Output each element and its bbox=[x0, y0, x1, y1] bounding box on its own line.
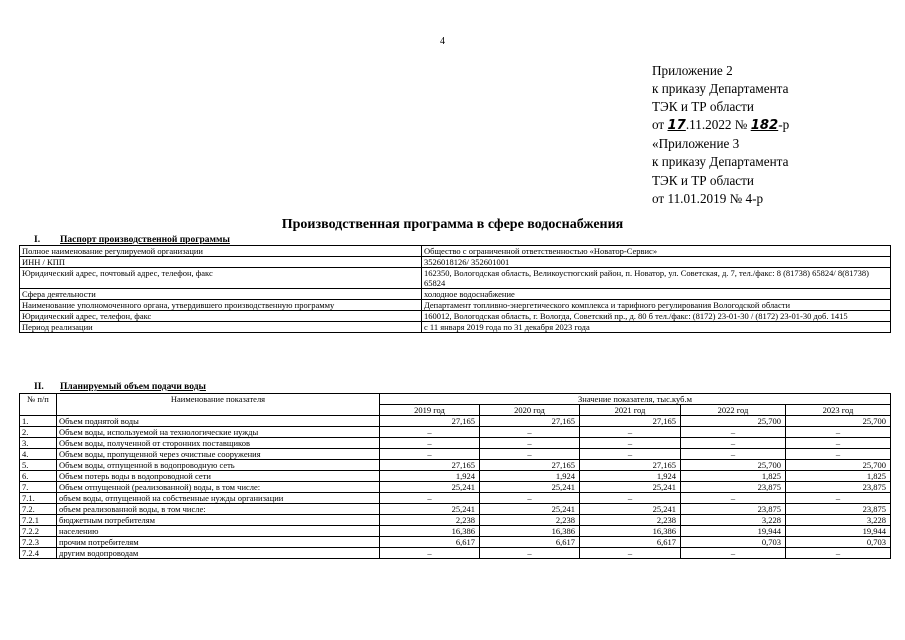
table-row bbox=[20, 504, 891, 515]
section-heading-volume: II. Планируемый объем подачи воды bbox=[34, 382, 206, 392]
passport-label: Сфера деятельности bbox=[20, 289, 422, 300]
value-cell: – bbox=[786, 548, 891, 559]
table-row bbox=[20, 526, 891, 537]
column-header-name: Наименование показателя bbox=[57, 394, 380, 416]
value-cell: – bbox=[480, 449, 580, 460]
appendix-line: к приказу Департамента bbox=[652, 81, 789, 97]
row-number: 7.2.1 bbox=[20, 515, 57, 526]
table-row bbox=[20, 537, 891, 548]
value-cell: 2,238 bbox=[380, 515, 480, 526]
value-cell: 27,165 bbox=[580, 460, 681, 471]
appendix-order-line: от 17.11.2022 № 182-р bbox=[652, 117, 790, 134]
table-row bbox=[20, 449, 891, 460]
table-row bbox=[20, 493, 891, 504]
value-cell: 6,617 bbox=[480, 537, 580, 548]
value-cell: – bbox=[480, 548, 580, 559]
row-number: 6. bbox=[20, 471, 57, 482]
indicator-name: Объем воды, полученной от сторонних поставщиков bbox=[57, 438, 380, 449]
appendix-line: Приложение 2 bbox=[652, 63, 733, 78]
value-cell: 1,825 bbox=[681, 471, 786, 482]
value-cell: 16,386 bbox=[480, 526, 580, 537]
value-cell: 25,241 bbox=[580, 482, 681, 493]
value-cell: 1,924 bbox=[380, 471, 480, 482]
passport-label: Наименование уполномоченного органа, утвердившего производственную программу bbox=[20, 300, 422, 311]
value-cell: 3,228 bbox=[681, 515, 786, 526]
value-cell: – bbox=[786, 438, 891, 449]
indicator-name: объем воды, отпущенной на собственные нужды организации bbox=[57, 493, 380, 504]
handwritten-day: 17 bbox=[667, 118, 686, 134]
value-cell: 1,924 bbox=[580, 471, 681, 482]
passport-label: ИНН / КПП bbox=[20, 257, 422, 268]
row-number: 7.1. bbox=[20, 493, 57, 504]
passport-label: Юридический адрес, телефон, факс bbox=[20, 311, 422, 322]
value-cell: 0,703 bbox=[786, 537, 891, 548]
passport-value: 162350, Вологодская область, Великоустюгский район, п. Новатор, ул. Советская, д. 7, тел./факс: 8 (81738) 65824/ 8(81738) 65824 bbox=[422, 268, 891, 289]
table-row bbox=[20, 548, 891, 559]
value-cell: 25,241 bbox=[380, 504, 480, 515]
year-header: 2020 год bbox=[480, 405, 580, 416]
value-cell: 1,825 bbox=[786, 471, 891, 482]
value-cell: 3,228 bbox=[786, 515, 891, 526]
passport-value: холодное водоснабжение bbox=[422, 289, 891, 300]
year-header: 2019 год bbox=[380, 405, 480, 416]
value-cell: 25,241 bbox=[380, 482, 480, 493]
table-row bbox=[20, 427, 891, 438]
indicator-name: другим водопроводам bbox=[57, 548, 380, 559]
value-cell: – bbox=[380, 493, 480, 504]
row-number: 7.2.3 bbox=[20, 537, 57, 548]
row-number: 2. bbox=[20, 427, 57, 438]
value-cell: 27,165 bbox=[380, 460, 480, 471]
value-cell: – bbox=[380, 449, 480, 460]
indicator-name: Объем воды, отпущенной в водопроводную сеть bbox=[57, 460, 380, 471]
value-cell: 2,238 bbox=[580, 515, 681, 526]
row-number: 1. bbox=[20, 416, 57, 427]
value-cell: – bbox=[786, 493, 891, 504]
passport-row bbox=[20, 246, 891, 257]
value-cell: 27,165 bbox=[480, 416, 580, 427]
value-cell: – bbox=[580, 548, 681, 559]
value-cell: 6,617 bbox=[580, 537, 681, 548]
handwritten-number: 182 bbox=[750, 118, 779, 134]
value-cell: – bbox=[480, 493, 580, 504]
water-volume-table bbox=[19, 393, 891, 559]
passport-value: Департамент топливно-энергетического комплекса и тарифного регулирования Вологодской области bbox=[422, 300, 891, 311]
value-cell: 23,875 bbox=[681, 482, 786, 493]
value-cell: – bbox=[786, 449, 891, 460]
value-cell: 16,386 bbox=[380, 526, 480, 537]
passport-table bbox=[19, 245, 891, 333]
value-cell: 25,700 bbox=[681, 416, 786, 427]
value-cell: 6,617 bbox=[380, 537, 480, 548]
value-cell: 23,875 bbox=[786, 504, 891, 515]
row-number: 7. bbox=[20, 482, 57, 493]
value-cell: – bbox=[681, 493, 786, 504]
value-cell: 27,165 bbox=[480, 460, 580, 471]
passport-row bbox=[20, 311, 891, 322]
value-cell: – bbox=[580, 427, 681, 438]
value-cell: 25,700 bbox=[786, 416, 891, 427]
table-row bbox=[20, 482, 891, 493]
table-row bbox=[20, 416, 891, 427]
value-cell: – bbox=[380, 427, 480, 438]
value-cell: – bbox=[380, 438, 480, 449]
indicator-name: бюджетным потребителям bbox=[57, 515, 380, 526]
passport-value: с 11 января 2019 года по 31 декабря 2023 года bbox=[422, 322, 891, 333]
indicator-name: прочим потребителям bbox=[57, 537, 380, 548]
year-header: 2022 год bbox=[681, 405, 786, 416]
passport-value: Общество с ограниченной ответственностью «Новатор-Сервис» bbox=[422, 246, 891, 257]
value-cell: 25,241 bbox=[580, 504, 681, 515]
value-cell: – bbox=[480, 438, 580, 449]
value-cell: 1,924 bbox=[480, 471, 580, 482]
page-number: 4 bbox=[440, 36, 445, 47]
passport-label: Период реализации bbox=[20, 322, 422, 333]
indicator-name: Объем воды, пропущенной через очистные сооружения bbox=[57, 449, 380, 460]
row-number: 7.2. bbox=[20, 504, 57, 515]
passport-label: Полное наименование регулируемой организации bbox=[20, 246, 422, 257]
value-cell: 27,165 bbox=[580, 416, 681, 427]
appendix-line: «Приложение 3 bbox=[652, 136, 740, 152]
value-cell: 25,241 bbox=[480, 504, 580, 515]
value-cell: – bbox=[580, 449, 681, 460]
value-cell: – bbox=[681, 438, 786, 449]
passport-value: 3526018126/ 352601001 bbox=[422, 257, 891, 268]
value-cell: – bbox=[380, 548, 480, 559]
value-cell: – bbox=[786, 427, 891, 438]
table-row bbox=[20, 515, 891, 526]
appendix-line: от 11.01.2019 № 4-р bbox=[652, 190, 764, 206]
document-title: Производственная программа в сфере водоснабжения bbox=[281, 217, 624, 232]
passport-row bbox=[20, 322, 891, 333]
value-cell: – bbox=[681, 427, 786, 438]
passport-row bbox=[20, 289, 891, 300]
passport-row bbox=[20, 300, 891, 311]
appendix-line: ТЭК и ТР области bbox=[652, 172, 754, 188]
indicator-name: Объем отпущенной (реализованной) воды, в том числе: bbox=[57, 482, 380, 493]
year-header: 2023 год bbox=[786, 405, 891, 416]
passport-value: 160012, Вологодская область, г. Вологда, Советский пр., д. 80 б тел./факс: (8172) 23-01-30 / (8172) 23-01-30 доб. 1415 bbox=[422, 311, 891, 322]
value-cell: – bbox=[580, 493, 681, 504]
appendix-line: к приказу Департамента bbox=[652, 154, 789, 170]
row-number: 4. bbox=[20, 449, 57, 460]
appendix-block bbox=[652, 62, 897, 208]
passport-label: Юридический адрес, почтовый адрес, телефон, факс bbox=[20, 268, 422, 289]
value-cell: 2,238 bbox=[480, 515, 580, 526]
column-header-values: Значение показателя, тыс.куб.м bbox=[380, 394, 891, 405]
value-cell: 27,165 bbox=[380, 416, 480, 427]
value-cell: 23,875 bbox=[786, 482, 891, 493]
value-cell: – bbox=[480, 427, 580, 438]
value-cell: 19,944 bbox=[681, 526, 786, 537]
value-cell: – bbox=[580, 438, 681, 449]
row-number: 5. bbox=[20, 460, 57, 471]
section-heading-passport: I. Паспорт производственной программы bbox=[34, 235, 230, 245]
table-row bbox=[20, 438, 891, 449]
row-number: 7.2.2 bbox=[20, 526, 57, 537]
value-cell: 19,944 bbox=[786, 526, 891, 537]
value-cell: – bbox=[681, 548, 786, 559]
row-number: 3. bbox=[20, 438, 57, 449]
table-row bbox=[20, 460, 891, 471]
indicator-name: Объем воды, используемой на технологические нужды bbox=[57, 427, 380, 438]
value-cell: 23,875 bbox=[681, 504, 786, 515]
row-number: 7.2.4 bbox=[20, 548, 57, 559]
value-cell: 25,241 bbox=[480, 482, 580, 493]
passport-row bbox=[20, 257, 891, 268]
passport-row bbox=[20, 268, 891, 289]
column-header-number: № п/п bbox=[20, 394, 57, 416]
appendix-line: ТЭК и ТР области bbox=[652, 99, 754, 115]
value-cell: – bbox=[681, 449, 786, 460]
value-cell: 25,700 bbox=[681, 460, 786, 471]
value-cell: 0,703 bbox=[681, 537, 786, 548]
table-row bbox=[20, 471, 891, 482]
indicator-name: объем реализованной воды, в том числе: bbox=[57, 504, 380, 515]
indicator-name: Объем потерь воды в водопроводной сети bbox=[57, 471, 380, 482]
value-cell: 25,700 bbox=[786, 460, 891, 471]
indicator-name: населению bbox=[57, 526, 380, 537]
year-header: 2021 год bbox=[580, 405, 681, 416]
indicator-name: Объем поднятой воды bbox=[57, 416, 380, 427]
value-cell: 16,386 bbox=[580, 526, 681, 537]
